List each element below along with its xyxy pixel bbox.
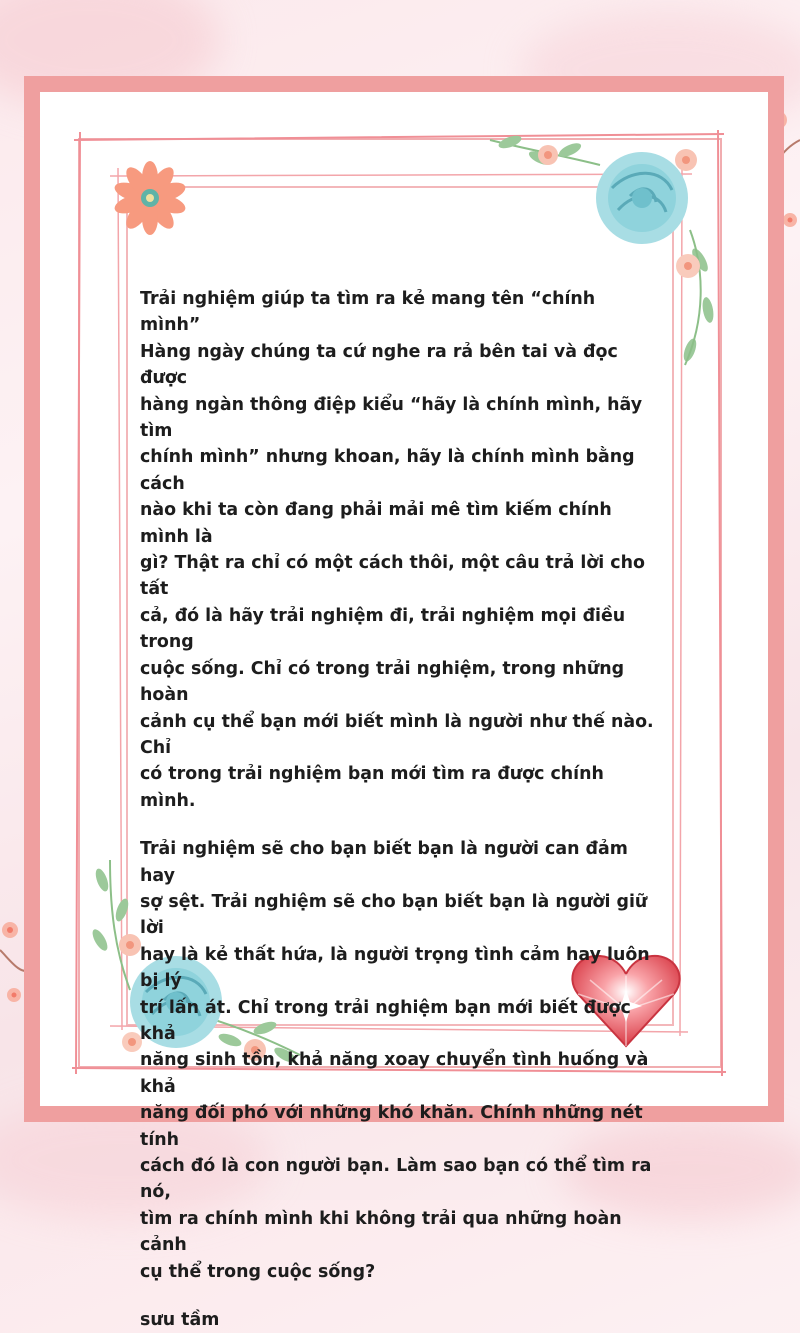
paragraph-intro: Trải nghiệm giúp ta tìm ra kẻ mang tên “chính mình” Hàng ngày chúng ta cứ nghe ra rả bên tai và đọc được hàng ngàn thông điệp kiểu “hãy là chính mình, hãy tìm chính mình” nhưng khoan, hãy là chính mình bằng cách nào khi ta còn đang phải mải mê tìm kiếm chính mình là gì? Thật ra chỉ có một cách thôi, một câu trả lời cho tất cả, đó là hãy trải nghiệm đi, trải nghiệm mọi điều trong cuộc sống. Chỉ có trong trải nghiệm, trong những hoàn cảnh cụ thể bạn mới biết mình là người như thế nào. Chỉ có trong trải nghiệm bạn mới tìm ra được chính mình. <box>140 289 654 811</box>
paragraph-experience: Trải nghiệm sẽ cho bạn biết bạn là người can đảm hay sợ sệt. Trải nghiệm sẽ cho bạn biết bạn là người giữ lời hay là kẻ thất hứa, là người trọng tình cảm hay luôn bị lý trí lấn át. Chỉ trong trải nghiệm bạn mới biết được khả năng sinh tồn, khả năng xoay chuyển tình huống và khả năng đối phó với những khó khăn. Chính những nét tính cách đó là con người bạn. Làm sao bạn có thể tìm ra nó, tìm ra chính mình khi không trải qua những hoàn cảnh cụ thể trong cuộc sống? <box>140 839 652 1282</box>
credit-text: sưu tầm <box>140 1310 220 1331</box>
peach-flower-icon <box>112 160 188 236</box>
post-content <box>140 286 660 1333</box>
